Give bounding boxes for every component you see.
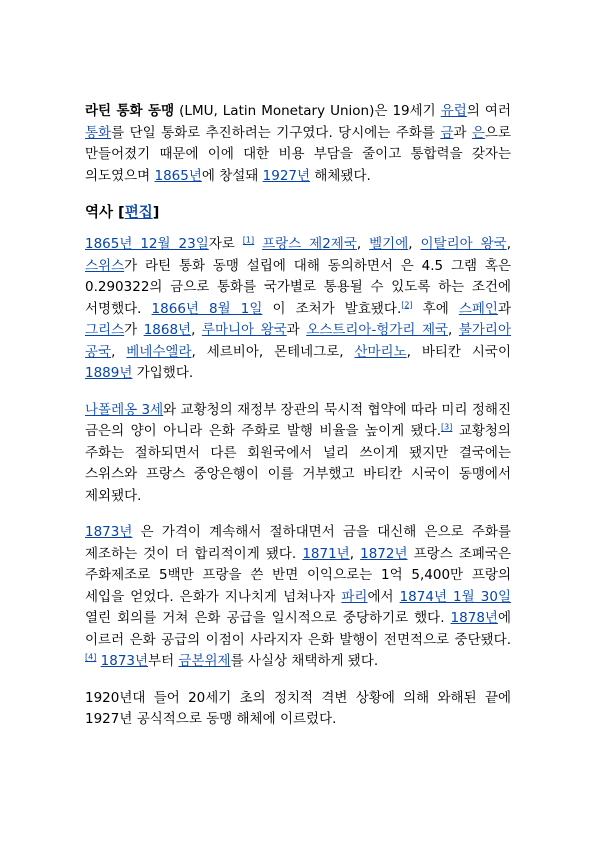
history-paragraph-1 [85, 234, 511, 385]
text-run: 과 [497, 300, 512, 317]
wiki-link[interactable]: 유럽 [440, 103, 467, 119]
wiki-link[interactable]: 나폴레옹 3세 [85, 401, 164, 418]
text-run: 은 가격이 계속해서 절하대면서 금을 대신해 은으로 주화를 제조하는 것이 더 합리적이게 됐다. [85, 524, 511, 562]
text-run: , [111, 343, 127, 360]
history-paragraph-2 [85, 400, 511, 508]
wiki-link[interactable]: 금본위제 [178, 653, 231, 669]
wiki-link[interactable]: 스위스 [85, 257, 125, 274]
wiki-link[interactable]: 불가리아 공국 [85, 322, 512, 360]
wiki-link[interactable]: 그리스 [85, 322, 125, 338]
wiki-link[interactable]: 통화 [85, 124, 112, 141]
text-run: 를 단일 통화로 추진하려는 기구였다. 당시에는 주화를 [111, 124, 441, 141]
wiki-link[interactable]: 1865년 [154, 167, 202, 184]
wiki-link[interactable]: 베네수엘라 [126, 343, 192, 360]
text-run: 부터 [148, 653, 179, 669]
text-run: 교황청의 주화는 절하되면서 다른 회원국에서 널리 쓰이게 됐지만 결국에는 스위스와 프랑스 중앙은행이 이를 거부했고 바티칸 시국이 동맹에서 제외됐다. [85, 423, 511, 504]
intro-paragraph [85, 101, 511, 187]
citation-ref-link[interactable]: [3] [441, 422, 453, 432]
wiki-link[interactable]: 스페인 [458, 300, 498, 317]
citation-ref-link[interactable]: [2] [401, 300, 413, 309]
text-run: (LMU, Latin Monetary Union)은 19세기 [174, 103, 441, 119]
wiki-link[interactable]: 파리 [341, 588, 368, 605]
history-paragraph-3 [85, 522, 511, 673]
text-run: 에서 [367, 588, 400, 605]
wiki-link[interactable]: 1871년 [302, 545, 350, 562]
text-run: 와 교황청의 재정부 장관의 묵시적 협약에 따라 미리 정해진 금은의 양이 아니라 은화 주화로 발행 비율을 높이게 됐다. [85, 401, 511, 439]
text-run: 가 라틴 통화 동맹 설립에 대해 동의하면서 은 4.5 그램 혹은 0.290322의 금으로 통화를 국가별로 통용될 수 있도록 하는 조건에 서명했다. [85, 257, 511, 317]
text-run: 가 [124, 322, 144, 338]
text-run: 프랑스 조폐국은 주화제조로 5백만 프랑을 쓴 반면 이익으로는 1억 5,400만 프랑의 세입을 얻었다. 은화가 지나치게 넘쳐나자 [85, 545, 511, 605]
wiki-link[interactable]: 산마리노 [354, 343, 407, 360]
wiki-link[interactable]: 1865년 12월 23일 [85, 236, 209, 252]
text-run: 에 창설돼 [201, 167, 263, 184]
wiki-link[interactable]: 1874년 1월 30일 [399, 588, 511, 605]
citation-ref [85, 653, 96, 662]
text-run: 과 [453, 124, 472, 141]
citation-ref-link[interactable]: [4] [85, 652, 97, 662]
history-paragraph-4 [85, 688, 511, 731]
text-run: 으로 만들어졌기 때문에 이에 대한 비용 부담을 줄이고 통합력을 갖자는 의도였으며 [85, 124, 511, 184]
wiki-link[interactable]: 벨기에 [369, 236, 409, 252]
article-title-term: 라틴 통화 동맹 [85, 103, 175, 119]
text-run: ] [152, 205, 160, 221]
text-run: , [408, 236, 421, 252]
wiki-link[interactable]: 1866년 8월 1일 [151, 300, 263, 317]
citation-ref-link[interactable]: [1] [242, 235, 255, 245]
wiki-link[interactable]: 은 [471, 124, 485, 141]
wiki-link[interactable]: 1889년 [85, 365, 133, 381]
text-run: 의 여러 [466, 103, 511, 119]
text-run: , [356, 236, 370, 252]
text-run: 1920년대 들어 20세기 초의 정치적 격변 상황에 의해 와해된 끝에 1927년 공식적으로 동맹 해체에 이르렀다. [85, 689, 511, 727]
wiki-link[interactable]: 금 [440, 124, 454, 141]
wiki-link[interactable]: 루마니아 왕국 [201, 322, 287, 338]
text-run: 자로 [208, 236, 243, 252]
text-run: , [506, 236, 512, 252]
text-run: , [349, 545, 361, 562]
wiki-link[interactable]: 1878년 [450, 610, 498, 626]
text-run: 해체됐다. [310, 167, 371, 184]
wiki-link[interactable]: 오스트리아-헝가리 제국 [306, 322, 449, 338]
article-body [85, 101, 511, 746]
edit-section-link[interactable]: 편집 [124, 205, 153, 221]
wiki-link[interactable]: 1873년 [85, 524, 133, 540]
text-run: , 세르비아, 몬테네그로, [191, 343, 355, 360]
wiki-link[interactable]: 프랑스 제2제국 [262, 236, 357, 252]
text-run: 역사 [ [85, 205, 125, 221]
text-run: 과 [286, 322, 307, 338]
wiki-link[interactable]: 1872년 [360, 545, 408, 562]
text-run: , 바티칸 시국이 [406, 343, 511, 360]
text-run: 에 이르러 은화 공급의 이점이 사라지자 은화 발행이 전면적으로 중단됐다. [85, 610, 511, 648]
text-run: 가입했다. [132, 365, 194, 381]
text-run: 열린 회의를 거쳐 은화 공급을 일시적으로 중당하기로 했다. [85, 610, 451, 626]
text-run [254, 236, 262, 252]
citation-ref [401, 300, 412, 309]
citation-ref [441, 423, 452, 432]
text-run: 를 사실상 채택하게 됐다. [230, 653, 379, 669]
text-run: 후에 [412, 300, 459, 317]
wiki-link[interactable]: 1873년 [100, 653, 149, 669]
wiki-link[interactable]: 1927년 [262, 167, 311, 184]
text-run: , [448, 322, 459, 338]
section-heading-history [85, 202, 511, 224]
text-run: 이 조처가 발효됐다. [262, 300, 402, 317]
citation-ref [243, 236, 254, 245]
wiki-link[interactable]: 1868년 [143, 322, 192, 338]
wiki-link[interactable]: 이탈리아 왕국 [420, 236, 507, 252]
text-run: , [191, 322, 202, 338]
